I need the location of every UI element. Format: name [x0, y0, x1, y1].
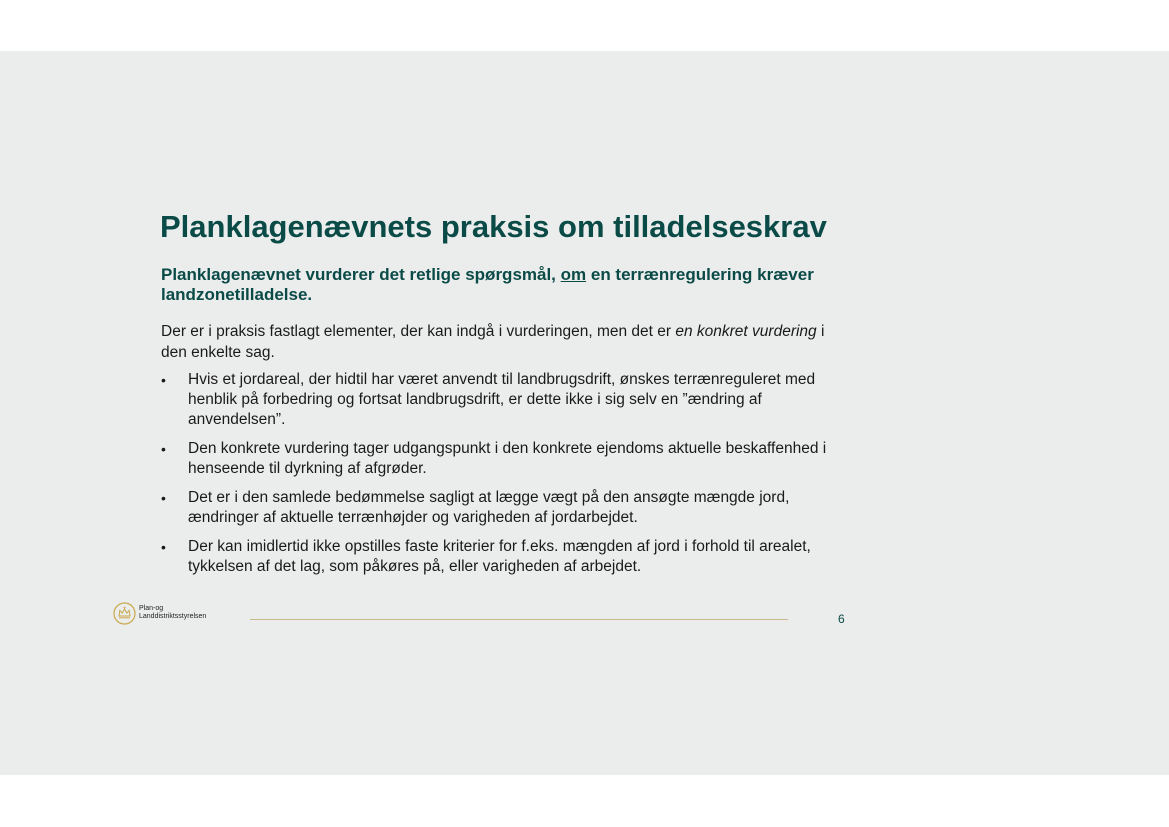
page-number: 6	[838, 612, 845, 626]
subtitle-underlined-word: om	[560, 265, 587, 284]
subtitle-text-1: Planklagenævnet vurderer det retlige spørgsmål,	[161, 265, 561, 284]
bullet-text: Der kan imidlertid ikke opstilles faste kriterier for f.eks. mængden af jord i forhold til arealet, tykkelsen af det lag, som påkøres på, eller varigheden af arbejdet.	[188, 538, 811, 575]
intro-text-1: Der er i praksis fastlagt elementer, der kan indgå i vurderingen, men det er	[161, 323, 676, 340]
subtitle-text-2: en terrænregulering kræver landzonetilladelse.	[161, 265, 814, 304]
bullet-text: Det er i den samlede bedømmelse sagligt at lægge vægt på den ansøgte mængde jord, ændringer af aktuelle terrænhøjder og varigheden af jordarbejdet.	[188, 489, 790, 526]
crown-icon	[113, 602, 136, 625]
slide-subtitle	[161, 265, 881, 305]
agency-logo	[113, 602, 243, 626]
slide	[0, 51, 1169, 775]
intro-italic-text: en konkret vurdering	[675, 323, 817, 340]
bullet-icon: •	[161, 372, 166, 388]
intro-paragraph	[161, 321, 841, 363]
slide-title: Planklagenævnets praksis om tilladelseskrav	[160, 209, 827, 244]
bullet-item	[161, 537, 861, 577]
bullet-icon: •	[161, 490, 166, 506]
logo-line-2: Landdistriktsstyrelsen	[139, 613, 207, 620]
bullet-icon: •	[161, 539, 166, 555]
bullet-list	[161, 370, 861, 586]
footer-divider	[250, 619, 788, 620]
intro-text-2: i den enkelte sag.	[161, 323, 825, 361]
bullet-text: Den konkrete vurdering tager udgangspunkt i den konkrete ejendoms aktuelle beskaffenhed i henseende til dyrkning af afgrøder.	[188, 440, 827, 477]
bullet-item	[161, 488, 861, 528]
logo-line-1: Plan-og	[139, 605, 164, 612]
bullet-item	[161, 370, 861, 430]
bullet-icon: •	[161, 441, 166, 457]
bullet-text: Hvis et jordareal, der hidtil har været anvendt til landbrugsdrift, ønskes terrænreguleret med henblik på forbedring og fortsat landbrugsdrift, er dette ikke i sig selv en ”ændring af anvendelsen”.	[188, 371, 816, 428]
bullet-item	[161, 439, 861, 479]
logo-text	[139, 605, 206, 621]
